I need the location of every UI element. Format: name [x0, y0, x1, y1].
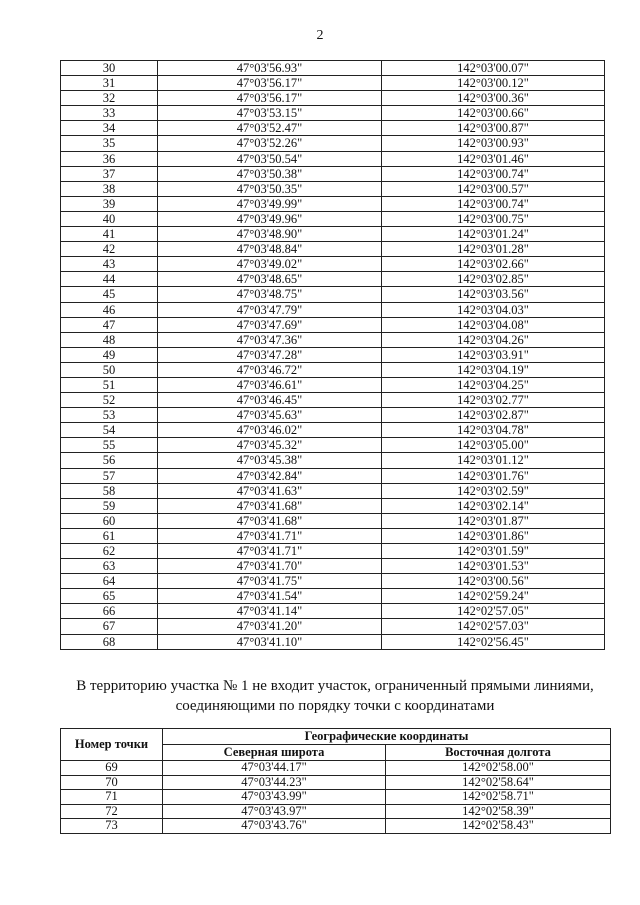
table-row [61, 438, 605, 453]
point-number-header: Номер точки [61, 729, 163, 761]
point-number-cell: 33 [61, 106, 158, 121]
table-row [61, 761, 611, 776]
east-longitude-cell: 142°03'04.25" [382, 377, 605, 392]
coordinates-table-1 [60, 60, 605, 650]
east-longitude-cell: 142°03'01.59" [382, 544, 605, 559]
east-longitude-cell: 142°03'03.56" [382, 287, 605, 302]
north-latitude-cell: 47°03'47.79" [158, 302, 382, 317]
table-row [61, 166, 605, 181]
point-number-cell: 68 [61, 634, 158, 649]
point-number-cell: 32 [61, 91, 158, 106]
north-latitude-cell: 47°03'50.38" [158, 166, 382, 181]
table-row [61, 634, 605, 649]
east-longitude-cell: 142°03'02.14" [382, 498, 605, 513]
point-number-cell: 39 [61, 196, 158, 211]
point-number-cell: 36 [61, 151, 158, 166]
east-longitude-cell: 142°03'00.36" [382, 91, 605, 106]
east-longitude-cell: 142°03'02.87" [382, 408, 605, 423]
point-number-cell: 40 [61, 211, 158, 226]
point-number-cell: 71 [61, 790, 163, 805]
point-number-cell: 72 [61, 804, 163, 819]
north-latitude-cell: 47°03'45.32" [158, 438, 382, 453]
table-row [61, 377, 605, 392]
point-number-cell: 45 [61, 287, 158, 302]
east-longitude-header: Восточная долгота [386, 745, 611, 761]
table-row [61, 257, 605, 272]
north-latitude-cell: 47°03'46.61" [158, 377, 382, 392]
geo-coordinates-header: Географические координаты [163, 729, 611, 745]
table-row [61, 574, 605, 589]
table-row [61, 513, 605, 528]
east-longitude-cell: 142°03'00.56" [382, 574, 605, 589]
east-longitude-cell: 142°02'58.43" [386, 819, 611, 834]
point-number-cell: 30 [61, 61, 158, 76]
table-row [61, 619, 605, 634]
north-latitude-cell: 47°03'52.47" [158, 121, 382, 136]
north-latitude-cell: 47°03'43.97" [163, 804, 386, 819]
east-longitude-cell: 142°03'00.93" [382, 136, 605, 151]
north-latitude-header: Северная широта [163, 745, 386, 761]
point-number-cell: 67 [61, 619, 158, 634]
point-number-cell: 44 [61, 272, 158, 287]
table-row [61, 544, 605, 559]
point-number-cell: 64 [61, 574, 158, 589]
table-row [61, 181, 605, 196]
east-longitude-cell: 142°03'01.12" [382, 453, 605, 468]
north-latitude-cell: 47°03'41.14" [158, 604, 382, 619]
east-longitude-cell: 142°03'01.87" [382, 513, 605, 528]
table-row [61, 819, 611, 834]
table-row [61, 498, 605, 513]
north-latitude-cell: 47°03'53.15" [158, 106, 382, 121]
table-row [61, 483, 605, 498]
north-latitude-cell: 47°03'45.38" [158, 453, 382, 468]
east-longitude-cell: 142°03'01.24" [382, 227, 605, 242]
north-latitude-cell: 47°03'44.17" [163, 761, 386, 776]
table-row [61, 91, 605, 106]
north-latitude-cell: 47°03'49.96" [158, 211, 382, 226]
east-longitude-cell: 142°03'00.87" [382, 121, 605, 136]
table-row [61, 453, 605, 468]
point-number-cell: 31 [61, 76, 158, 91]
east-longitude-cell: 142°03'01.28" [382, 242, 605, 257]
table-row [61, 775, 611, 790]
point-number-cell: 57 [61, 468, 158, 483]
point-number-cell: 47 [61, 317, 158, 332]
point-number-cell: 37 [61, 166, 158, 181]
east-longitude-cell: 142°03'02.59" [382, 483, 605, 498]
east-longitude-cell: 142°02'58.39" [386, 804, 611, 819]
table-row [61, 302, 605, 317]
table-row [61, 362, 605, 377]
table-row [61, 423, 605, 438]
east-longitude-cell: 142°03'00.74" [382, 196, 605, 211]
north-latitude-cell: 47°03'47.36" [158, 332, 382, 347]
point-number-cell: 50 [61, 362, 158, 377]
point-number-cell: 65 [61, 589, 158, 604]
table-row [61, 393, 605, 408]
point-number-cell: 73 [61, 819, 163, 834]
north-latitude-cell: 47°03'52.26" [158, 136, 382, 151]
north-latitude-cell: 47°03'45.63" [158, 408, 382, 423]
point-number-cell: 38 [61, 181, 158, 196]
table-row [61, 121, 605, 136]
point-number-cell: 59 [61, 498, 158, 513]
north-latitude-cell: 47°03'46.72" [158, 362, 382, 377]
table-row [61, 332, 605, 347]
north-latitude-cell: 47°03'48.65" [158, 272, 382, 287]
point-number-cell: 53 [61, 408, 158, 423]
table-row [61, 227, 605, 242]
coordinates-table-1-body [61, 61, 605, 650]
table-row [61, 211, 605, 226]
east-longitude-cell: 142°03'03.91" [382, 347, 605, 362]
point-number-cell: 58 [61, 483, 158, 498]
east-longitude-cell: 142°03'01.76" [382, 468, 605, 483]
east-longitude-cell: 142°03'02.66" [382, 257, 605, 272]
east-longitude-cell: 142°03'00.74" [382, 166, 605, 181]
table-row [61, 347, 605, 362]
point-number-cell: 43 [61, 257, 158, 272]
point-number-cell: 42 [61, 242, 158, 257]
table-row [61, 468, 605, 483]
coordinates-table-2-body [61, 761, 611, 834]
table-row [61, 136, 605, 151]
north-latitude-cell: 47°03'48.84" [158, 242, 382, 257]
exclusion-paragraph: В территорию участка № 1 не входит участок, ограниченный прямыми линиями, соединяющими по порядку точки с координатами [76, 678, 594, 714]
east-longitude-cell: 142°02'58.71" [386, 790, 611, 805]
table-row [61, 589, 605, 604]
north-latitude-cell: 47°03'41.71" [158, 544, 382, 559]
north-latitude-cell: 47°03'41.71" [158, 528, 382, 543]
east-longitude-cell: 142°03'00.75" [382, 211, 605, 226]
east-longitude-cell: 142°02'58.64" [386, 775, 611, 790]
east-longitude-cell: 142°03'00.12" [382, 76, 605, 91]
table-row [61, 317, 605, 332]
table-row [61, 196, 605, 211]
table-row [61, 528, 605, 543]
north-latitude-cell: 47°03'41.75" [158, 574, 382, 589]
east-longitude-cell: 142°02'58.00" [386, 761, 611, 776]
north-latitude-cell: 47°03'46.02" [158, 423, 382, 438]
north-latitude-cell: 47°03'56.93" [158, 61, 382, 76]
east-longitude-cell: 142°03'04.26" [382, 332, 605, 347]
north-latitude-cell: 47°03'49.02" [158, 257, 382, 272]
north-latitude-cell: 47°03'41.68" [158, 513, 382, 528]
north-latitude-cell: 47°03'47.28" [158, 347, 382, 362]
north-latitude-cell: 47°03'43.99" [163, 790, 386, 805]
north-latitude-cell: 47°03'56.17" [158, 91, 382, 106]
east-longitude-cell: 142°03'00.07" [382, 61, 605, 76]
east-longitude-cell: 142°02'56.45" [382, 634, 605, 649]
north-latitude-cell: 47°03'44.23" [163, 775, 386, 790]
east-longitude-cell: 142°03'04.19" [382, 362, 605, 377]
north-latitude-cell: 47°03'56.17" [158, 76, 382, 91]
north-latitude-cell: 47°03'41.54" [158, 589, 382, 604]
north-latitude-cell: 47°03'50.35" [158, 181, 382, 196]
north-latitude-cell: 47°03'42.84" [158, 468, 382, 483]
point-number-cell: 41 [61, 227, 158, 242]
east-longitude-cell: 142°03'01.46" [382, 151, 605, 166]
point-number-cell: 60 [61, 513, 158, 528]
north-latitude-cell: 47°03'48.75" [158, 287, 382, 302]
table-row [61, 804, 611, 819]
east-longitude-cell: 142°02'57.05" [382, 604, 605, 619]
north-latitude-cell: 47°03'49.99" [158, 196, 382, 211]
point-number-cell: 70 [61, 775, 163, 790]
point-number-cell: 63 [61, 559, 158, 574]
point-number-cell: 51 [61, 377, 158, 392]
east-longitude-cell: 142°03'05.00" [382, 438, 605, 453]
table-row [61, 604, 605, 619]
east-longitude-cell: 142°03'00.66" [382, 106, 605, 121]
north-latitude-cell: 47°03'46.45" [158, 393, 382, 408]
point-number-cell: 34 [61, 121, 158, 136]
point-number-cell: 49 [61, 347, 158, 362]
east-longitude-cell: 142°03'04.78" [382, 423, 605, 438]
point-number-cell: 62 [61, 544, 158, 559]
north-latitude-cell: 47°03'41.68" [158, 498, 382, 513]
table-row [61, 272, 605, 287]
point-number-cell: 55 [61, 438, 158, 453]
north-latitude-cell: 47°03'48.90" [158, 227, 382, 242]
table-row [61, 106, 605, 121]
table-row [61, 287, 605, 302]
point-number-cell: 66 [61, 604, 158, 619]
east-longitude-cell: 142°03'00.57" [382, 181, 605, 196]
point-number-cell: 46 [61, 302, 158, 317]
table-row [61, 408, 605, 423]
table-row [61, 559, 605, 574]
east-longitude-cell: 142°03'04.08" [382, 317, 605, 332]
point-number-cell: 35 [61, 136, 158, 151]
north-latitude-cell: 47°03'41.70" [158, 559, 382, 574]
point-number-cell: 48 [61, 332, 158, 347]
east-longitude-cell: 142°03'02.77" [382, 393, 605, 408]
east-longitude-cell: 142°03'02.85" [382, 272, 605, 287]
east-longitude-cell: 142°02'57.03" [382, 619, 605, 634]
east-longitude-cell: 142°02'59.24" [382, 589, 605, 604]
table-row [61, 151, 605, 166]
east-longitude-cell: 142°03'01.53" [382, 559, 605, 574]
north-latitude-cell: 47°03'41.63" [158, 483, 382, 498]
coordinates-table-2 [60, 728, 611, 834]
point-number-cell: 52 [61, 393, 158, 408]
east-longitude-cell: 142°03'04.03" [382, 302, 605, 317]
table-row [61, 76, 605, 91]
point-number-cell: 61 [61, 528, 158, 543]
north-latitude-cell: 47°03'50.54" [158, 151, 382, 166]
point-number-cell: 56 [61, 453, 158, 468]
table-row [61, 61, 605, 76]
table-row [61, 790, 611, 805]
north-latitude-cell: 47°03'41.20" [158, 619, 382, 634]
north-latitude-cell: 47°03'41.10" [158, 634, 382, 649]
page-number: 2 [316, 28, 324, 43]
table-row [61, 242, 605, 257]
point-number-cell: 69 [61, 761, 163, 776]
point-number-cell: 54 [61, 423, 158, 438]
east-longitude-cell: 142°03'01.86" [382, 528, 605, 543]
north-latitude-cell: 47°03'47.69" [158, 317, 382, 332]
north-latitude-cell: 47°03'43.76" [163, 819, 386, 834]
